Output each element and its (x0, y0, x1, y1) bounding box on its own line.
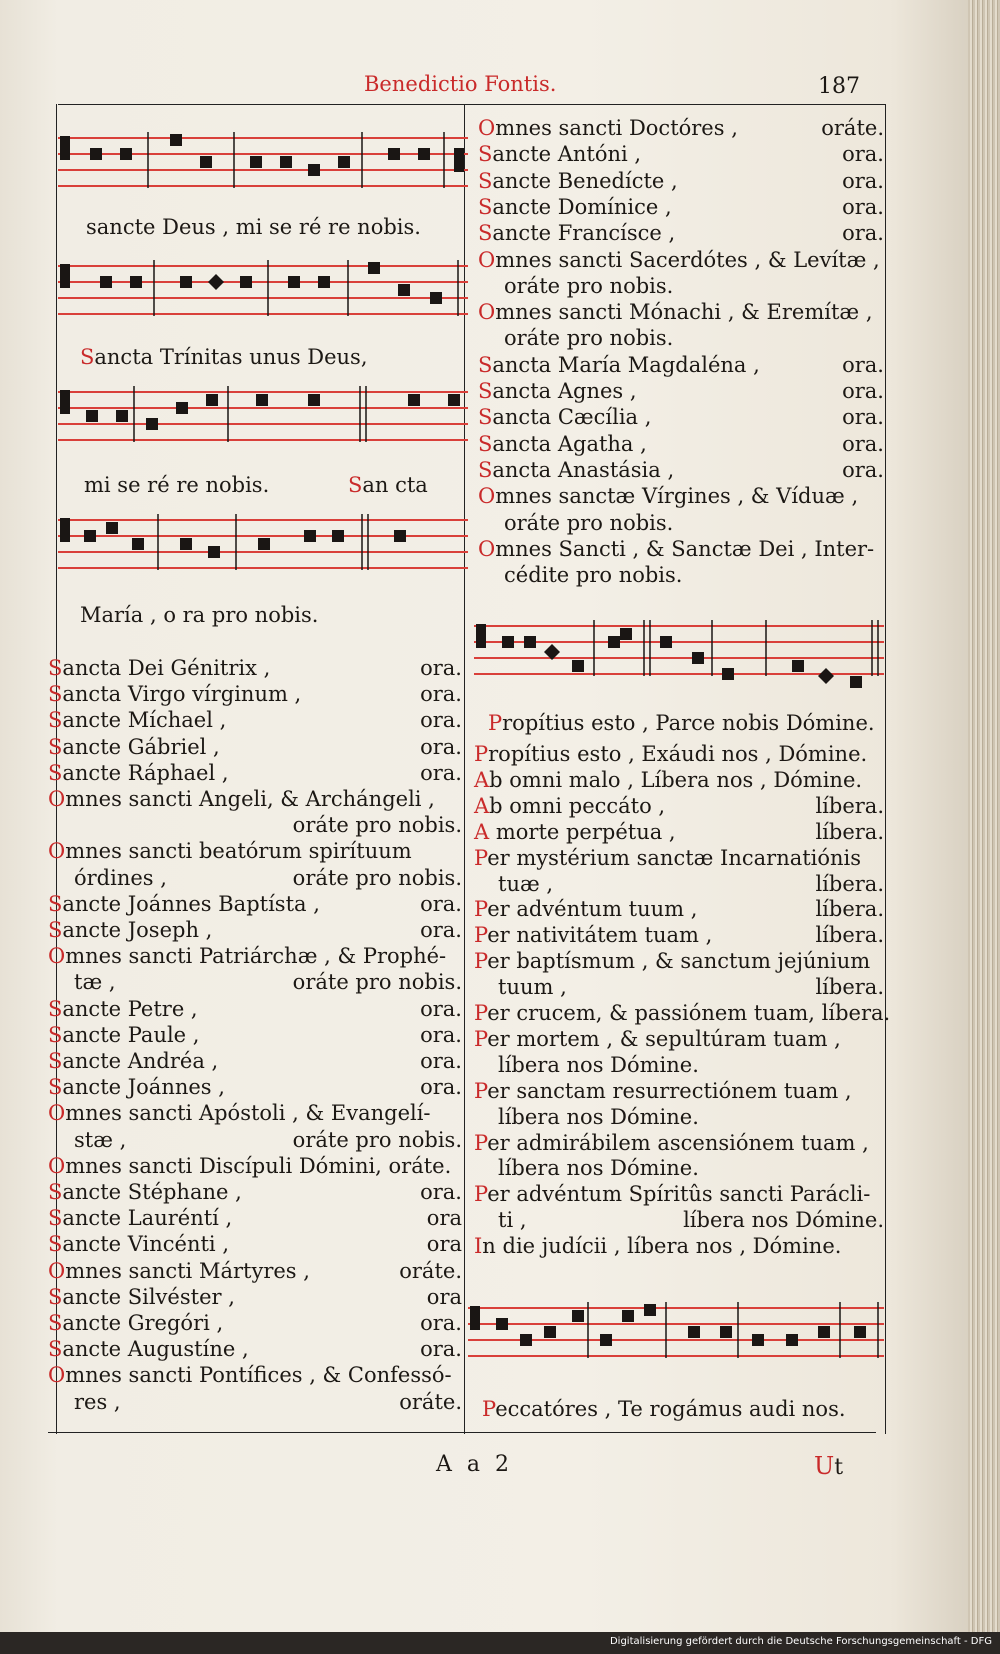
invocation-text: ancta Anastásia , (492, 457, 675, 482)
litany-line (48, 1180, 462, 1204)
litany-line (478, 248, 884, 272)
response-text: ora. (842, 379, 884, 403)
invocation-text: ancte Francísce , (492, 221, 676, 246)
invocation-text: mnes sancti Patriárchæ , & Prophé- (65, 944, 447, 969)
staff-svg-5 (474, 618, 884, 702)
chant-text-5 (488, 710, 875, 736)
rubric-initial: S (48, 1049, 63, 1073)
rubric-initial: O (48, 787, 66, 811)
invocation-text: er baptísmum , & sanctum jejúnium (487, 949, 871, 974)
litany-line (504, 274, 884, 298)
response-text: líbera. (815, 897, 884, 922)
invocation-text: ancta María Magdaléna , (492, 352, 760, 377)
response-text: líbera. (815, 975, 884, 1000)
response-text: ora. (420, 891, 462, 916)
rubric-initial: S (478, 352, 493, 377)
invocation-text: res , (74, 1389, 121, 1414)
rubric-initial: I (474, 1234, 483, 1259)
chant-text-6 (482, 1396, 846, 1422)
invocation-text: ancte Lauréntí , (62, 1206, 233, 1231)
invocation-text: er advéntum tuum , (487, 897, 698, 922)
rubric-initial: S (48, 1206, 63, 1231)
invocation-text: ancte Silvéster , (62, 1284, 235, 1309)
litany-line (74, 1390, 462, 1414)
signature-mark: A a 2 (436, 1452, 513, 1477)
rubric-initial: S (48, 1311, 63, 1335)
invocation-text: ti , (498, 1208, 527, 1233)
rubric-initial: P (474, 742, 489, 766)
invocation-text: líbera nos Dómine. (498, 1052, 699, 1077)
invocation-text: er mortem , & sepultúram tuam , (487, 1026, 841, 1051)
catchword (814, 1452, 843, 1480)
invocation-text: er nativitátem tuam , (487, 923, 713, 948)
invocation-text: ancta Cæcília , (492, 405, 652, 430)
chant-staff-4 (58, 512, 468, 586)
invocation-text: ancte Gregóri , (62, 1311, 224, 1335)
response-text: oráte pro nobis. (292, 865, 462, 890)
invocation-text: mnes sanctæ Vírgines , & Víduæ , (495, 484, 859, 509)
rubric-initial: A (474, 767, 490, 792)
rubric-initial: O (48, 944, 66, 969)
rubric-initial: P (474, 923, 488, 948)
litany-line (474, 846, 884, 870)
litany-line (504, 326, 884, 350)
bottom-rule (48, 1432, 876, 1433)
response-text: ora (426, 1206, 462, 1231)
staff-svg-4 (58, 512, 468, 586)
catchword-initial: U (814, 1452, 835, 1480)
chant-initial-5: P (488, 711, 503, 735)
invocation-text: ancte Paule , (62, 1022, 200, 1047)
chant-staff-1 (58, 130, 468, 204)
litany-line (478, 432, 884, 456)
response-text: ora. (420, 1022, 462, 1047)
chant-initial-3: S (348, 473, 363, 497)
litany-line (48, 1311, 462, 1335)
invocation-text: ancte Benedícte , (492, 168, 678, 193)
litany-line (48, 1337, 462, 1361)
invocation-text: ancta Agnes , (492, 379, 637, 403)
invocation-text: ancta Agatha , (492, 431, 647, 456)
litany-line (478, 458, 884, 482)
litany-line (478, 142, 884, 166)
invocation-text: líbera nos Dómine. (498, 1156, 699, 1181)
litany-line (474, 1131, 884, 1155)
litany-line (478, 116, 884, 140)
invocation-text: n die judícii , líbera nos , Dómine. (482, 1234, 842, 1259)
response-text: ora (426, 1232, 462, 1257)
response-text: ora. (842, 431, 884, 456)
rubric-initial: S (48, 656, 63, 680)
scan-footer-text: Digitalisierung gefördert durch die Deutsche Forschungsgemeinschaft - DFG (609, 1636, 992, 1647)
response-text: ora. (420, 760, 462, 785)
rubric-initial: S (478, 221, 493, 246)
invocation-text: b omni malo , Líbera nos , Dómine. (489, 767, 863, 792)
rubric-initial: O (48, 1363, 66, 1388)
litany-line (478, 169, 884, 193)
litany-line (474, 949, 884, 973)
litany-line (498, 975, 884, 999)
litany-line (48, 1101, 462, 1125)
litany-line (498, 1105, 884, 1129)
rubric-initial: A (474, 793, 490, 818)
rubric-initial: S (48, 1022, 63, 1047)
litany-line (478, 221, 884, 245)
litany-line (474, 742, 884, 766)
rubric-initial: S (48, 1075, 63, 1100)
litany-line (48, 997, 462, 1021)
page-edge (968, 0, 1000, 1632)
rubric-initial: S (48, 996, 63, 1021)
invocation-text: mnes sancti Discípuli Dómini, oráte. (65, 1153, 452, 1178)
rubric-initial: O (478, 300, 496, 325)
invocation-text: ancte Joánnes , (62, 1075, 225, 1100)
litany-line (48, 761, 462, 785)
rubric-initial: P (474, 1026, 488, 1051)
rubric-initial: O (478, 247, 496, 272)
litany-line (474, 768, 884, 792)
chant-text-3b-body: an cta (362, 473, 428, 497)
invocation-text: ancta Virgo vírginum , (62, 682, 302, 707)
rubric-initial: O (48, 1101, 66, 1126)
rubric-initial: S (478, 431, 493, 456)
litany-line (498, 1156, 884, 1180)
litany-line (48, 656, 462, 680)
invocation-text: tuæ , (498, 871, 554, 896)
litany-line (48, 1285, 462, 1309)
invocation-text: tæ , (74, 970, 116, 995)
invocation-text: mnes sancti Doctóres , (495, 116, 738, 140)
invocation-text: órdines , (74, 865, 167, 890)
page-number: 187 (818, 74, 860, 99)
invocation-text: mnes sancti Mártyres , (65, 1258, 310, 1283)
chant-initial-2: S (80, 345, 95, 369)
chant-staff-6 (468, 1300, 884, 1384)
litany-line (474, 794, 884, 818)
invocation-text: er mystérium sanctæ Incarnatiónis (487, 845, 862, 870)
litany-line (498, 872, 884, 896)
invocation-text: ancte Stéphane , (62, 1180, 242, 1204)
chant-staff-3 (58, 384, 468, 458)
litany-line (478, 379, 884, 403)
rubric-initial: S (48, 1337, 63, 1362)
litany-line (48, 1259, 462, 1283)
litany-line (474, 1079, 884, 1103)
rubric-initial: S (48, 760, 63, 785)
staff-svg-6 (468, 1300, 884, 1384)
invocation-text: mnes sancti Mónachi , & Eremítæ , (495, 300, 873, 325)
chant-text-1: sancte Deus , mi se ré re nobis. (86, 215, 421, 239)
rubric-initial: S (48, 708, 63, 733)
rubric-initial: O (48, 1258, 66, 1283)
rubric-initial: O (478, 116, 496, 140)
response-text: líbera. (815, 871, 884, 896)
invocation-text: ancte Domínice , (492, 194, 672, 219)
rubric-initial: S (478, 168, 493, 193)
response-text: oráte pro nobis. (292, 1127, 462, 1152)
invocation-text: mnes sancti beatórum spirítuum (65, 839, 412, 864)
invocation-text: ancte Gábriel , (62, 734, 220, 759)
response-text: ora. (420, 1075, 462, 1100)
response-text: oráte. (399, 1389, 462, 1414)
invocation-text: er admirábilem ascensiónem tuam , (487, 1130, 869, 1155)
rubric-initial: P (474, 1130, 488, 1155)
response-text: líbera. (815, 793, 884, 818)
catchword-rest: t (834, 1455, 844, 1480)
invocation-text: mnes sancti Angeli, & Archángeli , (65, 787, 435, 811)
litany-line (48, 892, 462, 916)
response-text: líbera nos Dómine. (683, 1208, 884, 1233)
litany-line (478, 537, 884, 561)
litany-line (48, 1049, 462, 1073)
rubric-initial: P (474, 897, 488, 922)
rubric-initial: S (48, 682, 63, 707)
invocation-text: stæ , (74, 1127, 127, 1152)
top-rule (58, 104, 886, 105)
rubric-initial: S (48, 891, 63, 916)
invocation-text: ancte Vincénti , (62, 1232, 229, 1257)
response-text: ora. (420, 1049, 462, 1073)
rubric-initial: S (48, 734, 63, 759)
litany-line (504, 563, 884, 587)
litany-line (74, 866, 462, 890)
response-text: ora. (420, 918, 462, 942)
chant-text-2-body: ancta Trínitas unus Deus, (94, 345, 368, 369)
invocation-text: oráte pro nobis. (504, 273, 674, 298)
litany-line (48, 1023, 462, 1047)
litany-line (48, 944, 462, 968)
response-text: líbera. (815, 819, 884, 844)
litany-line (474, 897, 884, 921)
litany-line (48, 918, 462, 942)
litany-line (48, 682, 462, 706)
invocation-text: mnes sancti Apóstoli , & Evangelí- (65, 1101, 431, 1126)
response-text: líbera. (815, 923, 884, 948)
litany-line (474, 1027, 884, 1051)
litany-line (498, 1053, 884, 1077)
invocation-text: ancte Andréa , (62, 1049, 219, 1073)
litany-line (478, 353, 884, 377)
litany-line (478, 405, 884, 429)
rubric-initial: S (48, 1180, 63, 1204)
invocation-text: mnes sancti Sacerdótes , & Levítæ , (495, 247, 880, 272)
response-text: ora. (842, 352, 884, 377)
staff-svg-3 (58, 384, 468, 458)
litany-line (474, 820, 884, 844)
response-text: ora (426, 1284, 462, 1309)
rubric-initial: P (474, 1001, 488, 1025)
rubric-initial: P (474, 949, 488, 974)
invocation-text: er sanctam resurrectiónem tuam , (487, 1078, 852, 1103)
rubric-initial: S (478, 379, 493, 403)
response-text: ora. (420, 708, 462, 733)
chant-text-3a: mi se ré re nobis. (84, 473, 270, 497)
rubric-initial: O (478, 536, 496, 561)
response-text: ora. (420, 1311, 462, 1335)
litany-line (48, 1232, 462, 1256)
invocation-text: ancte Antóni , (492, 142, 642, 167)
litany-line (48, 1206, 462, 1230)
chant-text-6-body: eccatóres , Te rogámus audi nos. (495, 1397, 846, 1421)
scan-footer-strip (0, 1632, 1000, 1654)
chant-staff-5 (474, 618, 884, 702)
invocation-text: tuum , (498, 975, 567, 1000)
chant-staff-2 (58, 258, 468, 332)
rubric-initial: S (48, 1232, 63, 1257)
litany-line (48, 787, 462, 811)
response-text: ora. (420, 656, 462, 680)
response-text: ora. (842, 221, 884, 246)
litany-line (474, 1234, 884, 1258)
invocation-text: ancte Ráphael , (62, 760, 229, 785)
response-text: ora. (420, 682, 462, 707)
litany-line (48, 708, 462, 732)
litany-line (74, 970, 462, 994)
litany-line (474, 1182, 884, 1206)
response-text: ora. (842, 142, 884, 167)
invocation-text: b omni peccáto , (489, 793, 666, 818)
rubric-initial: P (474, 1078, 488, 1103)
invocation-text: mnes Sancti , & Sanctæ Dei , Inter- (495, 536, 875, 561)
rubric-initial: O (48, 839, 66, 864)
invocation-text: ancte Joánnes Baptísta , (62, 891, 320, 916)
litany-line (504, 511, 884, 535)
response-text: oráte. (821, 116, 884, 140)
invocation-text: ancte Petre , (62, 996, 198, 1021)
rubric-initial: O (478, 484, 496, 509)
litany-line (474, 1001, 891, 1025)
rubric-initial: O (48, 1153, 66, 1178)
chant-text-5-body: ropítius esto , Parce nobis Dómine. (502, 711, 875, 735)
litany-line (74, 1128, 462, 1152)
rubric-initial: S (478, 457, 493, 482)
litany-line (478, 195, 884, 219)
rubric-initial: A (474, 819, 490, 844)
rubric-initial: P (474, 845, 488, 870)
litany-line (478, 300, 884, 324)
litany-line (48, 1075, 462, 1099)
chant-initial-6: P (482, 1397, 496, 1421)
response-text: ora. (842, 194, 884, 219)
invocation-text: mnes sancti Pontífices , & Confessó- (65, 1363, 452, 1388)
response-text: ora. (842, 168, 884, 193)
response-text: ora. (420, 1337, 462, 1362)
rubric-initial: S (478, 194, 493, 219)
response-text: oráte pro nobis. (292, 970, 462, 995)
rubric-initial: S (48, 918, 63, 942)
chant-text-3b (348, 472, 428, 498)
response-text: ora. (420, 1180, 462, 1204)
chant-text-2 (80, 344, 368, 370)
rubric-initial: S (478, 405, 493, 430)
rubric-initial: P (474, 1182, 488, 1207)
litany-line (48, 1363, 462, 1387)
litany-line (478, 484, 884, 508)
invocation-text: oráte pro nobis. (504, 326, 674, 351)
response-text: ora. (420, 734, 462, 759)
invocation-text: er crucem, & passiónem tuam, líbera. (487, 1001, 891, 1025)
invocation-text: oráte pro nobis. (504, 510, 674, 535)
running-title: Benedictio Fontis. (364, 72, 557, 96)
invocation-text: líbera nos Dómine. (498, 1104, 699, 1129)
response-text: ora. (842, 457, 884, 482)
chant-text-4: María , o ra pro nobis. (80, 603, 319, 627)
response-text: oráte. (399, 1258, 462, 1283)
invocation-text: morte perpétua , (489, 819, 676, 844)
staff-svg-1 (58, 130, 468, 204)
invocation-text: ancte Augustíne , (62, 1337, 249, 1362)
rubric-initial: S (48, 1284, 63, 1309)
invocation-text: ropítius esto , Exáudi nos , Dómine. (488, 742, 868, 766)
litany-line (48, 1154, 462, 1178)
staff-svg-2 (58, 258, 468, 332)
response-text: ora. (842, 405, 884, 430)
litany-line (474, 923, 884, 947)
litany-line (48, 839, 462, 863)
invocation-text: ancta Dei Génitrix , (62, 656, 271, 680)
litany-line (498, 1208, 884, 1232)
invocation-text: ancte Joseph , (62, 918, 213, 942)
right-column-border (885, 104, 886, 1434)
invocation-text: ancte Míchael , (62, 708, 227, 733)
invocation-text: er advéntum Spíritûs sancti Parácli- (487, 1182, 871, 1207)
response-text: oráte pro nobis. (292, 813, 462, 838)
invocation-text: cédite pro nobis. (504, 563, 683, 588)
rubric-initial: S (478, 142, 493, 167)
litany-line (48, 735, 462, 759)
response-text: ora. (420, 996, 462, 1021)
